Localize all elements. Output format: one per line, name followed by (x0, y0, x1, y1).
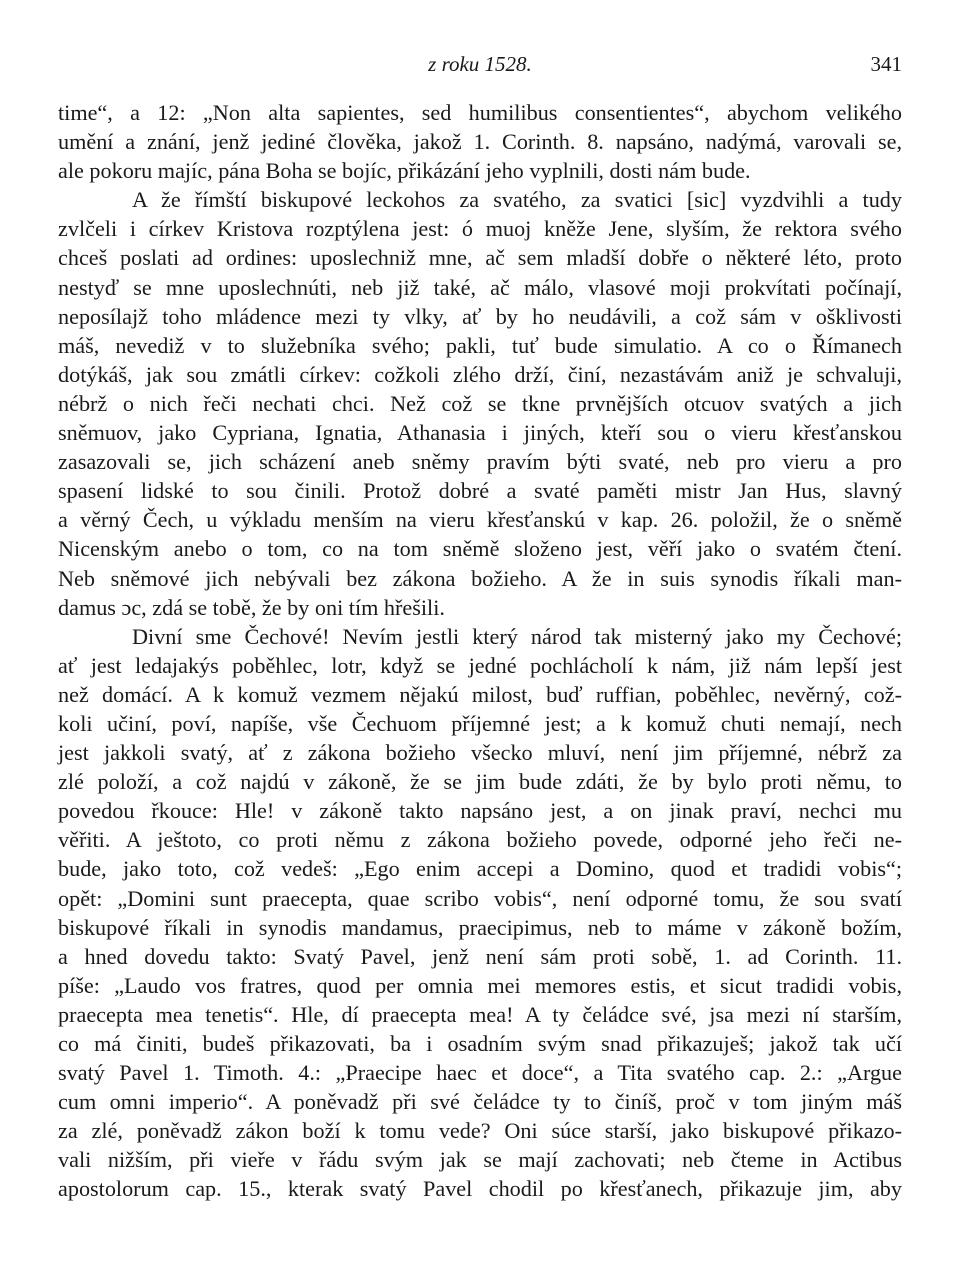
text-line: chceš poslati ad ordines: uposlechniž mne, ač sem mladší dobře o některé léto, proto (58, 245, 902, 271)
text-line: A že římští biskupové leckohos za svatého, za svatici [sic] vyzdvihli a tudy (132, 187, 902, 213)
text-line: ale pokoru majíc, pána Boha se bojíc, přikázání jeho vyplnili, dosti nám bude. (58, 158, 751, 184)
text-line: cum omni imperio“. A poněvadž při své čeládce ty to činíš, proč v tom jiným máš (58, 1089, 902, 1115)
text-line: svatý Pavel 1. Timoth. 4.: „Praecipe haec et doce“, a Tita svatého cap. 2.: „Argue (58, 1060, 902, 1086)
text-line: ať jest ledajakýs poběhlec, lotr, když se jedné pochlácholí k nám, již nám lepší jest (58, 652, 902, 678)
text-line: koli učiní, poví, napíše, vše Čechuom příjemné jest; a k komuž chuti nemají, nech (58, 710, 902, 736)
text-line: a hned dovedu takto: Svatý Pavel, jenž není sám proti sobě, 1. ad Corinth. 11. (58, 943, 902, 969)
text-line: umění a znání, jenž jediné člověka, jakož 1. Corinth. 8. napsáno, nadýmá, varovali se, (58, 129, 902, 155)
text-line: jest jakkoli svatý, ať z zákona božieho všecko mluví, není jim příjemné, nébrž za (58, 740, 902, 766)
text-line: neposílajž toho mládence mezi ty vlky, ať by ho neudávili, a což sám v ošklivosti (58, 303, 902, 329)
page-header (58, 46, 902, 80)
text-line: sněmuov, jako Cypriana, Ignatia, Athanasia i jiných, kteří sou o vieru křesťanskou (58, 420, 902, 446)
text-line: Divní sme Čechové! Nevím jestli který národ tak misterný jako my Čechové; (132, 623, 902, 649)
page-number: 341 (870, 52, 902, 76)
running-title: z roku 1528. (428, 52, 532, 76)
text-line: zvlčeli i církev Kristova rozptýlena jest: ó muoj kněže Jene, slyším, že rektora svého (58, 216, 902, 242)
text-line: praecepta mea tenetis“. Hle, dí praecepta mea! A ty čeládce své, jsa mezi ní starším, (58, 1001, 902, 1027)
text-line: povedou řkouce: Hle! v zákoně takto napsáno jest, a on jinak praví, nechci mu (58, 798, 902, 824)
text-line: spasení lidské to sou činili. Protož dobré a svaté paměti mistr Jan Hus, slavný (58, 478, 902, 504)
text-line: Nicenským anebo o tom, co na tom sněmě složeno jest, věří jako o svatém čtení. (58, 536, 902, 562)
body-text (58, 98, 902, 1204)
text-line: opět: „Domini sunt praecepta, quae scribo vobis“, není odporné tomu, že sou svatí (58, 885, 902, 911)
text-line: damus ɔc, zdá se tobě, že by oni tím hřešili. (58, 594, 445, 620)
text-line: dotýkáš, jak sou zmátli církev: cožkoli zlého drží, činí, nezastávám aniž je schvaluji, (58, 361, 902, 387)
text-line: co má činiti, budeš přikazovati, ba i osadním svým snad přikazuješ; jakož tak učí (58, 1031, 902, 1056)
text-line: apostolorum cap. 15., kterak svatý Pavel chodil po křesťanech, přikazuje jim, aby (58, 1176, 902, 1202)
text-line: a věrný Čech, u výkladu menším na vieru křesťanskú v kap. 26. položil, že o sněmě (58, 507, 902, 533)
text-line: Neb sněmové jich nebývali bez zákona božieho. A že in suis synodis říkali man- (58, 565, 902, 591)
text-line: time“, a 12: „Non alta sapientes, sed humilibus consentientes“, abychom velikého (58, 100, 902, 125)
text-line: nestyď se mne uposlechnúti, neb již také, ač málo, vlasové moji prokvítati počínají, (58, 274, 902, 300)
text-line: věřiti. A ještoto, co proti němu z zákona božieho povede, odporné jeho řeči ne- (58, 827, 902, 853)
text-line: vali nižším, při vieře v řádu svým jak se mají zachovati; neb čteme in Actibus (58, 1147, 902, 1173)
text-line: píše: „Laudo vos fratres, quod per omnia mei memores estis, et sicut tradidi vobis, (58, 972, 902, 998)
text-line: za zlé, poněvadž zákon boží k tomu vede? Oni súce starší, jako biskupové přikazo- (58, 1118, 902, 1144)
text-line: zlé položí, a což najdú v zákoně, že se jim bude zdáti, že by bylo proti němu, to (58, 769, 902, 795)
text-line: máš, nevediž v to služebníka svého; pakli, tuť bude simulatio. A co o Římanech (58, 332, 902, 358)
text-line: nébrž o nich řeči nechati chci. Než což se tkne prvnějších otcuov svatých a jich (58, 390, 902, 416)
text-line: než domácí. A k komuž vezmem nějakú milost, buď ruffian, poběhlec, nevěrný, což- (58, 681, 902, 707)
text-line: bude, jako toto, což vedeš: „Ego enim accepi a Domino, quod et tradidi vobis“; (58, 856, 902, 882)
text-line: biskupové říkali in synodis mandamus, praecipimus, neb to máme v zákoně božím, (58, 914, 902, 940)
text-line: zasazovali se, jich scházení aneb sněmy pravím býti svaté, neb pro vieru a pro (58, 449, 902, 475)
